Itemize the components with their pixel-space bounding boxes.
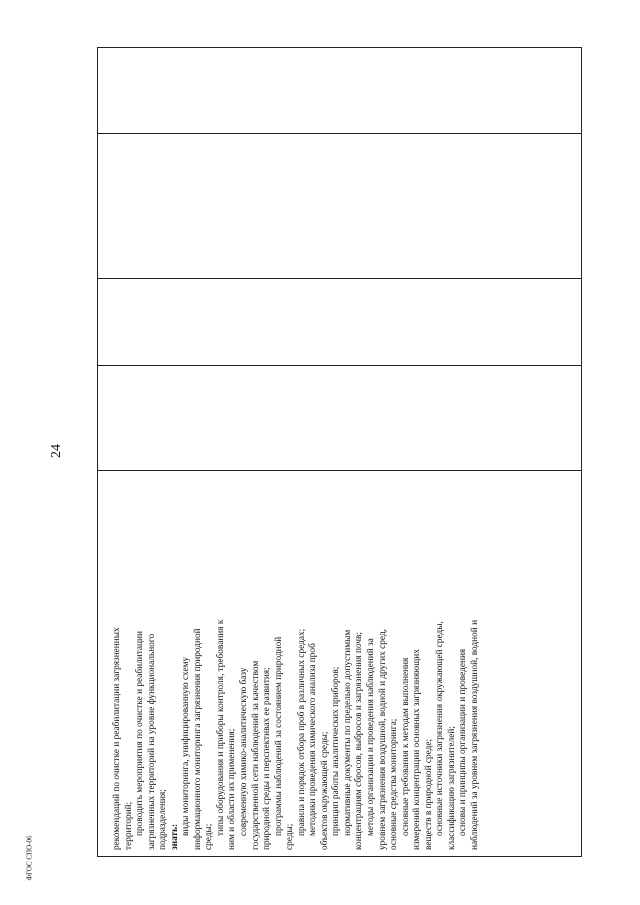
cell-line: классификацию загрязнителей; — [446, 726, 457, 850]
cell-line: веществ в природной среде; — [423, 738, 434, 850]
cell-line: основы и принципы организации и проведения — [458, 648, 469, 836]
page-number: 24 — [49, 444, 64, 458]
cell-line: методы организации и проведения наблюдений за — [366, 638, 377, 836]
cell-line: среды; — [285, 823, 296, 850]
cell-line: подразделения; — [158, 789, 169, 850]
cell-line: рекомендаций по очистке и реабилитации загрязненных — [112, 627, 122, 850]
cell-line: государственной сети наблюдений за качеством — [250, 660, 261, 850]
cell-line: объектов окружающей среды; — [319, 731, 330, 850]
footer-code: ФГОС СПО-06 — [25, 835, 34, 881]
cell-line: современную химико-аналитическую базу — [239, 667, 250, 836]
cell-line: наблюдений за уровнем загрязнения воздушной, водной и — [469, 619, 480, 850]
cell-line: правила и порядок отбора проб в различных средах; — [296, 628, 307, 836]
cell-line: программы наблюдений за состоянием природной — [273, 636, 284, 836]
cell-line: территорий; — [123, 801, 134, 850]
column-divider-2 — [98, 365, 581, 366]
cell-line: принцип работы аналитических приборов; — [331, 666, 342, 836]
cell-line: типы оборудования и приборы контроля, требования к — [215, 619, 226, 836]
rotated-page — [97, 47, 582, 857]
cell-line: проводить мероприятия по очистке и реабилитации — [135, 631, 146, 836]
cell-line: информационного мониторинга загрязнения природной — [192, 628, 203, 850]
cell-line: измерений концентрации основных загрязняющих — [412, 649, 423, 850]
cell-line: основные источники загрязнения окружающей среды, — [435, 621, 446, 836]
cell-line: ним и области их применения; — [227, 728, 238, 850]
column-divider-4 — [98, 133, 581, 134]
cell-line: знать: — [169, 823, 180, 850]
cell-line: концентрациям сбросов, выбросов и загрязнения почв; — [354, 631, 365, 850]
cell-line: среды; — [204, 823, 215, 850]
table-cell-knowledge-skills — [98, 471, 583, 856]
cell-line: загрязненных территорий на уровне функционального — [146, 633, 157, 850]
cell-line: природной среды и перспективах ее развития; — [262, 667, 273, 850]
cell-line: нормативные документы по предельно допустимым — [342, 629, 353, 836]
column-divider-3 — [98, 278, 581, 279]
cell-line: основные средства мониторинга; — [389, 718, 400, 850]
cell-line: методики проведения химического анализа проб — [308, 643, 319, 836]
cell-line: уровнем загрязнения воздушной, водной и других сред, — [377, 629, 388, 850]
competency-table — [97, 47, 582, 857]
cell-line: основные требования к методам выполнения — [400, 657, 411, 836]
cell-line: виды мониторинга, унифицированную схему — [181, 656, 192, 836]
